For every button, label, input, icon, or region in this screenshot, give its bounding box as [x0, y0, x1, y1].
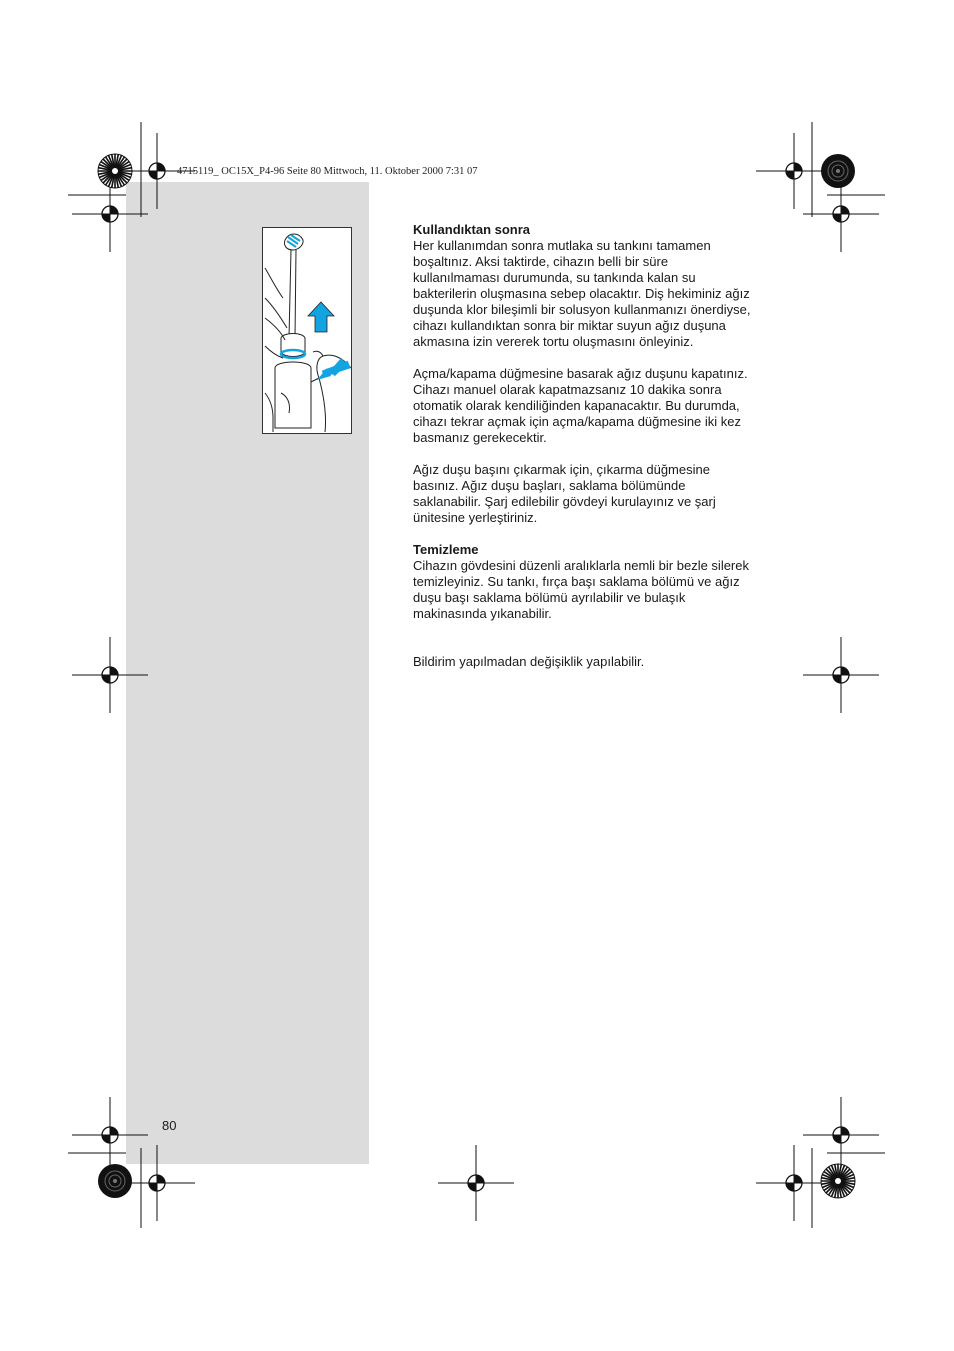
after-use-paragraph-3: Ağız duşu başını çıkarmak için, çıkarma düğmesine basınız. Ağız duşu başları, saklama bölümünde saklanabilir. Şarj edilebilir gövdeyi kurulayınız ve şarj ünitesine yerleştiriniz. [413, 462, 716, 525]
arrow-press-icon [317, 358, 351, 380]
cleaning-paragraph: Cihazın gövdesini düzenli aralıklarla nemli bir bezle silerek temizleyiniz. Su tankı, fırça başı saklama bölümü ve ağız duşu başı saklama bölümü ayrılabilir ve bulaşık makinasında yıkanabilir. [413, 558, 749, 621]
notice-text: Bildirim yapılmadan değişiklik yapılabilir. [413, 654, 645, 669]
section-heading-cleaning: Temizleme [413, 542, 479, 557]
hand-with-mouth-douche-icon [263, 228, 351, 433]
section-heading-after-use: Kullandıktan sonra [413, 222, 531, 237]
after-use-paragraph-1: Her kullanımdan sonra mutlaka su tankını tamamen boşaltınız. Aksi taktirde, cihazın belli bir süre kullanılmaması durumunda, su tankında kalan su bakterilerin oluşmasına sebep olacaktır. Diş hekiminiz ağız duşunda klor bileşimli bir solusyon kullanmanızı önerdiyse, cihazı kullandıktan sonra bir miktar suyun ağız duşuna akmasına izin vererek tortu oluşmasını önleyiniz. [413, 238, 751, 349]
instruction-text [413, 222, 785, 670]
page-number: 80 [162, 1118, 177, 1133]
arrow-up-icon [308, 302, 334, 332]
print-info-header: 4715119_ OC15X_P4-96 Seite 80 Mittwoch, 11. Oktober 2000 7:31 07 [177, 166, 478, 177]
illustration-frame [262, 227, 352, 434]
after-use-paragraph-2: Açma/kapama düğmesine basarak ağız duşunu kapatınız. Cihazı manuel olarak kapatmazsanız 10 dakika sonra otomatik olarak kendiliğinden kapanacaktır. Bu durumda, cihazı tekrar açmak için açma/kapama düğmesine iki kez basmanız gerekecektir. [413, 366, 748, 445]
